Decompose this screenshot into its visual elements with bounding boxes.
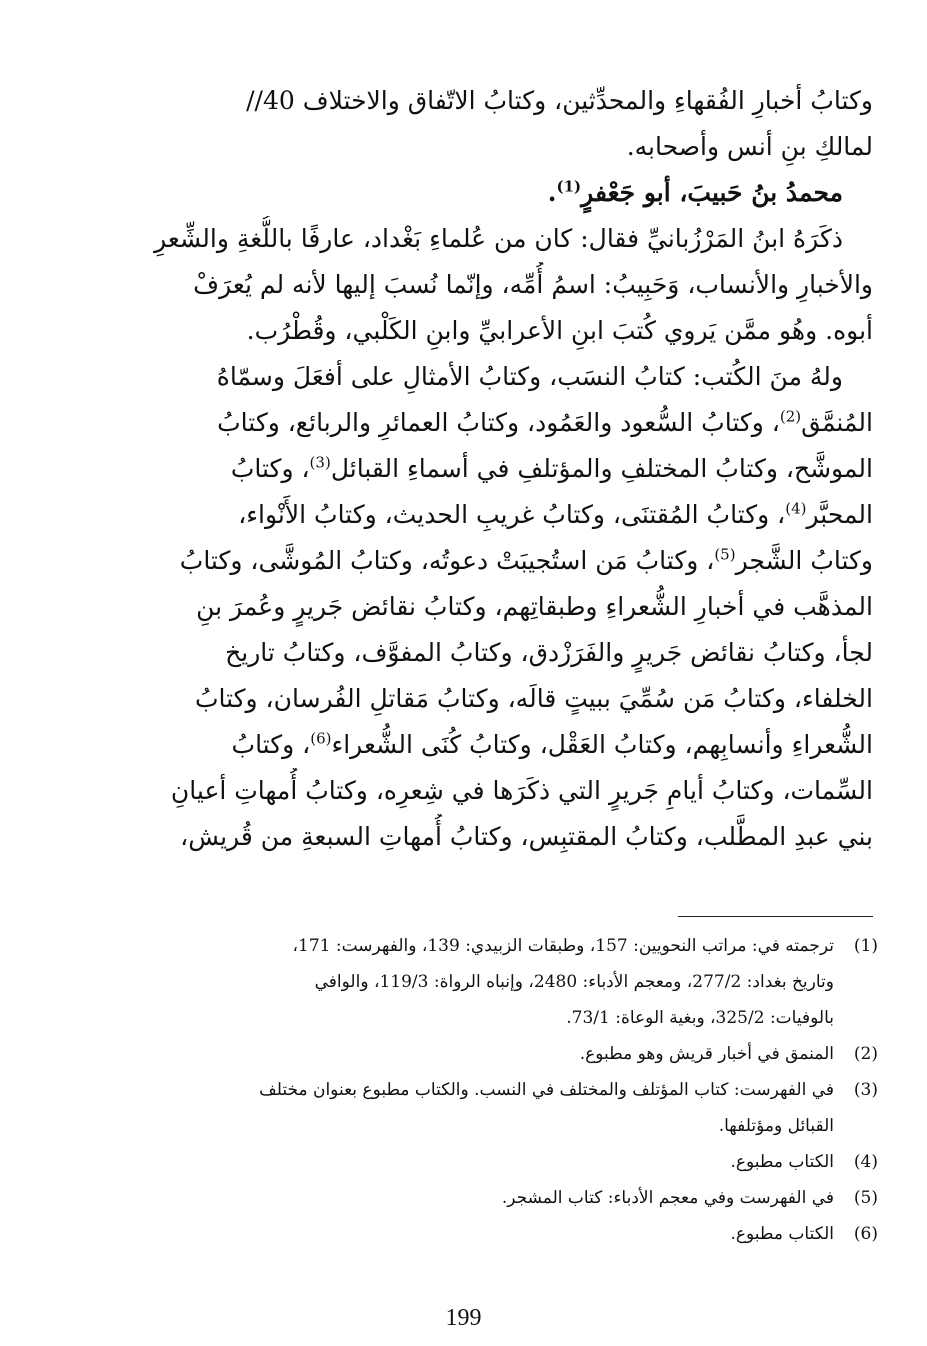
footnote-marker: (2) [779, 407, 802, 426]
footnote-item [128, 928, 878, 1036]
heading-text: محمدُ بنُ حَبيبَ، أبو جَعْفرٍ [581, 178, 843, 207]
line-text: ، وكتابُ [230, 454, 310, 483]
line-text: المحبَّر [806, 500, 873, 529]
footnote-number: (1) [853, 936, 878, 956]
text-line [128, 630, 873, 676]
text-line [128, 768, 873, 814]
line-text: ، وكتابُ السُّعود والعَمُود، وكتابُ العمائرِ والربائع، وكتابُ [217, 408, 780, 437]
line-text: المذهَّب في أخبارِ الشُّعراءِ وطبقاتِهم، وكتابُ نقائض جَريرٍ وعُمرَ بنِ [196, 592, 873, 621]
text-line [128, 722, 873, 768]
main-text [128, 78, 873, 860]
footnote-text [128, 1216, 834, 1252]
footnote-text [128, 1072, 834, 1144]
line-text: بني عبدِ المطَّلب، وكتابُ المقتبِس، وكتابُ أُمهاتِ السبعةِ من قُريش، [180, 822, 873, 851]
line-text: لجأ، وكتابُ نقائض جَريرٍ والفَرَزْدق، وكتابُ المفوَّف، وكتابُ تاريخ [225, 638, 873, 667]
footnotes [128, 928, 878, 1252]
footnote-line: الكتاب مطبوع. [730, 1152, 834, 1172]
text-line [128, 814, 873, 860]
line-text: السِّمات، وكتابُ أيامِ جَريرٍ التي ذكَرَها في شِعرِه، وكتابُ أُمهاتِ أعيانِ [170, 776, 873, 805]
footnote-marker: (3) [309, 453, 331, 472]
line-text: ، وكتابُ المُقتنَى، وكتابُ غريبِ الحديث، وكتابُ الأَنْواء، [238, 500, 786, 529]
text-line [128, 676, 873, 722]
page-number: 199 [445, 1305, 482, 1331]
footnote-item [128, 1072, 878, 1144]
text-line: ذكَرَهُ ابنُ المَرْزُبانيِّ فقال: كان من عُلماءِ بَغْداد، عارفًا باللُّغةِ والشِّعرِ [154, 224, 843, 253]
footnote-text [128, 1180, 834, 1216]
entry-heading [128, 170, 873, 216]
footnote-divider [678, 916, 873, 917]
text-line [128, 354, 873, 400]
footnote-item [128, 1144, 878, 1180]
line-text: ، وكتابُ [231, 730, 311, 759]
footnote-marker: (6) [310, 729, 332, 748]
footnote-number: (5) [853, 1188, 878, 1208]
text-line: أبوه. وهُو ممَّن يَروي كُتبَ ابنِ الأعرابيِّ وابنِ الكَلْبي، وقُطْرُب. [246, 316, 873, 345]
line-text: ، وكتابُ مَن استُجيبَتْ دعوتُه، وكتابُ المُوشَّى، وكتابُ [179, 546, 715, 575]
heading-end: . [547, 178, 557, 207]
footnote-line: المنمق في أخبار قريش وهو مطبوع. [579, 1044, 834, 1064]
footnote-line: في الفهرست وفي معجم الأدباء: كتاب المشجر. [501, 1188, 834, 1208]
line-text: ولهُ منَ الكُتب: كتابُ النسَب، وكتابُ الأمثالِ على أفعَلَ وسمّاهُ [216, 362, 843, 391]
footnote-item [128, 1036, 878, 1072]
footnote-line: ترجمته في: مراتب النحويين: 157، وطبقات الزبيدي: 139، والفهرست: 171، [292, 936, 834, 956]
text-line [128, 492, 873, 538]
footnote-line: في الفهرست: كتاب المؤتلف والمختلف في النسب. والكتاب مطبوع بعنوان مختلف [259, 1080, 834, 1100]
footnote-line: وتاريخ بغداد: 277/2، ومعجم الأدباء: 2480، وإنباه الرواة: 119/3، والوافي [314, 972, 834, 992]
text-line [128, 400, 873, 446]
footnote-number: (4) [853, 1152, 878, 1172]
footnote-marker: (4) [785, 499, 807, 518]
text-line [128, 584, 873, 630]
footnote-line: القبائل ومؤتلفها. [718, 1116, 834, 1136]
footnote-marker: (5) [714, 545, 736, 564]
footnote-marker: (1) [556, 177, 582, 196]
text-line: والأخبارِ والأنساب، وَحَبِيبُ: اسمُ أُمِّه، وإنّما نُسبَ إليها لأنه لم يُعرَفْ [193, 270, 873, 299]
footnote-text [128, 1144, 834, 1180]
footnote-number: (2) [853, 1044, 878, 1064]
text-line [128, 446, 873, 492]
footnote-number: (3) [853, 1080, 878, 1100]
line-text: المُنمَّق [801, 408, 873, 437]
text-line: وكتابُ أخبارِ الفُقهاءِ والمحدِّثين، وكتابُ الاتّفاق والاختلاف 40// [246, 86, 873, 115]
text-line [128, 538, 873, 584]
footnote-item [128, 1216, 878, 1252]
line-text: وكتابُ الشَّجر [735, 546, 873, 575]
footnote-number: (6) [853, 1224, 878, 1244]
line-text: الخلفاء، وكتابُ مَن سُمِّيَ ببيتٍ قالَه، وكتابُ مَقاتلِ الفُرسان، وكتابُ [194, 684, 873, 713]
text-line: لمالكِ بنِ أنس وأصحابه. [626, 132, 873, 161]
footnote-line: الكتاب مطبوع. [730, 1224, 834, 1244]
footnote-text [128, 928, 834, 1036]
footnote-text [128, 1036, 834, 1072]
footnote-item [128, 1180, 878, 1216]
line-text: الشُّعراءِ وأنسابِهم، وكتابُ العَقْل، وكتابُ كُنَى الشُّعراء [331, 730, 873, 759]
line-text: الموشَّح، وكتابُ المختلفِ والمؤتلفِ في أسماءِ القبائل [330, 454, 873, 483]
footnote-line: بالوفيات: 325/2، وبغية الوعاة: 73/1. [566, 1008, 834, 1028]
